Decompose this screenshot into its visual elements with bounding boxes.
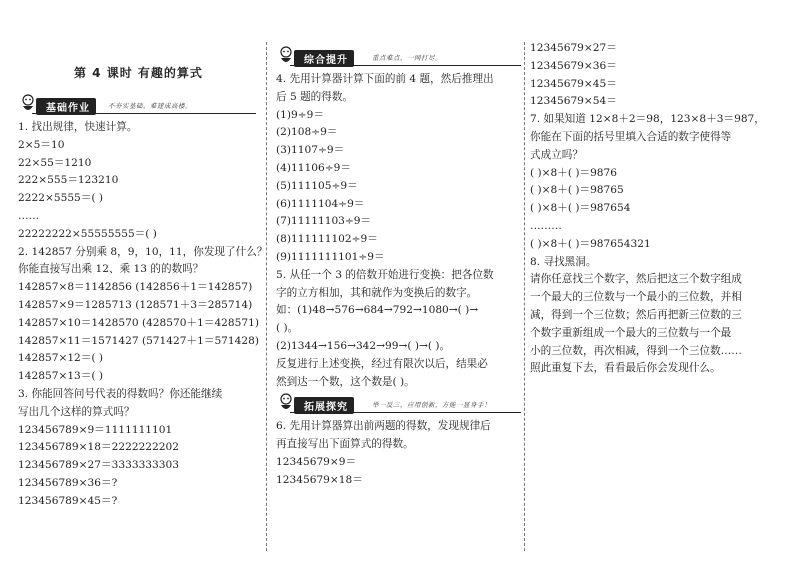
text-line: ……… bbox=[530, 219, 562, 232]
text-line: 12345679×45＝ bbox=[530, 77, 617, 90]
text-line: 减，得到一个三位数；然后再把新三位数的三 bbox=[530, 308, 742, 321]
section-label: 拓展探究 bbox=[294, 397, 354, 414]
text-line: 4. 先用计算器计算下面的前 4 题，然后推理出 bbox=[276, 73, 494, 85]
text-line: 123456789×9＝1111111101 bbox=[18, 423, 173, 436]
column-divider-2 bbox=[524, 42, 525, 551]
col2-body-1 bbox=[276, 71, 521, 391]
text-line: 然到达一个数，这个数是( )。 bbox=[276, 375, 415, 388]
text-line: (2)108÷9＝ bbox=[276, 126, 338, 139]
text-line: ( )×8＋( )＝9876 bbox=[530, 166, 618, 179]
text-line: 12345679×54＝ bbox=[530, 95, 617, 108]
col2-body-2 bbox=[276, 418, 521, 489]
text-line: 222×555＝123210 bbox=[18, 174, 119, 187]
text-line: 22×55＝1210 bbox=[18, 156, 92, 169]
text-line: (9)1111111101÷9＝ bbox=[276, 250, 385, 263]
text-line: 你能在下面的括号里填入合适的数字使得等 bbox=[530, 130, 732, 143]
section-note: 举一反三，应用创新，方能一显身手！ bbox=[372, 401, 491, 410]
section-basic-homework bbox=[18, 94, 256, 116]
text-line: (8)111111102÷9＝ bbox=[276, 233, 378, 246]
section-label: 基础作业 bbox=[36, 98, 96, 115]
text-line: 一个最大的三位数与一个最小的三位数，并相 bbox=[530, 291, 742, 304]
text-line: 6. 先用计算器算出前两题的得数，发现规律后 bbox=[276, 420, 491, 433]
text-line: 8. 寻找黑洞。 bbox=[530, 255, 597, 268]
text-line: 反复进行上述变换，经过有限次以后，结果必 bbox=[276, 357, 488, 370]
text-line: 12345679×27＝ bbox=[530, 42, 617, 54]
text-line: (6)1111104÷9＝ bbox=[276, 197, 365, 210]
text-line: 142857×10＝1428570 (428570＋1＝428571) bbox=[18, 316, 260, 329]
text-line: 12345679×36＝ bbox=[530, 59, 617, 72]
text-line: ( )×8＋( )＝987654 bbox=[530, 202, 631, 215]
text-line: 再直接写出下面算式的得数。 bbox=[276, 438, 414, 451]
section-note: 不夯实基础，难建成高楼。 bbox=[108, 102, 192, 110]
text-line: 个数字重新组成一个最大的三位数与一个最 bbox=[530, 326, 732, 339]
lesson-title: 第 4 课时 有趣的算式 bbox=[74, 66, 203, 80]
section-extension bbox=[276, 393, 521, 415]
text-line: 字的立方相加，其和就作为变换后的数字。 bbox=[276, 286, 478, 299]
col1-body bbox=[18, 119, 268, 511]
column-1 bbox=[18, 92, 268, 511]
text-line: (5)111105÷9＝ bbox=[276, 179, 358, 192]
text-line: 123456789×36＝? bbox=[18, 476, 118, 489]
text-line: ( )×8＋( )＝98765 bbox=[530, 184, 624, 197]
column-3 bbox=[530, 40, 778, 378]
text-line: 照此重复下去，看看最后你会发现什么。 bbox=[530, 362, 721, 375]
column-2 bbox=[276, 44, 521, 490]
text-line: 2×5＝10 bbox=[18, 138, 65, 151]
text-line: 123456789×18＝2222222202 bbox=[18, 441, 180, 454]
text-line: 写出几个这样的算式吗？ bbox=[18, 405, 135, 418]
text-line: (4)11106÷9＝ bbox=[276, 161, 351, 174]
text-line: 7. 如果知道 12×8＋2＝98，123×8＋3＝987， bbox=[530, 113, 765, 126]
text-line: 1. 找出规律，快速计算。 bbox=[18, 121, 138, 133]
text-line: …… bbox=[18, 209, 40, 222]
text-line: 5. 从任一个 3 的倍数开始进行变换：把各位数 bbox=[276, 268, 494, 281]
section-note: 重点难点，一网打尽。 bbox=[372, 54, 442, 62]
section-comprehensive bbox=[276, 46, 521, 68]
text-line: (1)9÷9＝ bbox=[276, 108, 324, 121]
text-line: 123456789×45＝? bbox=[18, 494, 118, 507]
text-line: 142857×11＝1571427 (571427＋1＝571428) bbox=[18, 334, 260, 347]
text-line: (2)1344→156→342→99→( )→( )。 bbox=[276, 339, 451, 352]
section-label: 综合提升 bbox=[294, 50, 354, 67]
text-line: 142857×8＝1142856 (142856＋1＝142857) bbox=[18, 281, 253, 294]
text-line: 142857×9＝1285713 (128571＋3＝285714) bbox=[18, 298, 253, 311]
text-line: 123456789×27＝3333333303 bbox=[18, 459, 180, 472]
text-line: 小的三位数，再次相减，得到一个三位数…… bbox=[530, 344, 742, 357]
text-line: 如：(1)48→576→684→792→1080→( )→ bbox=[276, 304, 479, 317]
column-divider-1 bbox=[266, 42, 267, 551]
text-line: 142857×13＝( ) bbox=[18, 370, 104, 383]
text-line: 12345679×18＝ bbox=[276, 473, 363, 486]
text-line: 22222222×55555555＝( ) bbox=[18, 227, 157, 240]
text-line: (7)11111103÷9＝ bbox=[276, 215, 372, 228]
text-line: 你能直接写出乘 12、乘 13 的的数吗？ bbox=[18, 263, 204, 276]
text-line: (3)1107÷9＝ bbox=[276, 144, 345, 157]
text-line: 2222×5555＝( ) bbox=[18, 192, 104, 205]
text-line: 式成立吗？ bbox=[530, 148, 583, 161]
text-line: ( )。 bbox=[276, 322, 299, 335]
text-line: 请你任意找三个数字，然后把这三个数字组成 bbox=[530, 273, 742, 286]
text-line: 2. 142857 分别乘 8，9，10，11，你发现了什么？ bbox=[18, 245, 268, 258]
text-line: ( )×8＋( )＝987654321 bbox=[530, 237, 651, 250]
text-line: 12345679×9＝ bbox=[276, 455, 357, 468]
text-line: 后 5 题的得数。 bbox=[276, 90, 354, 103]
text-line: 142857×12＝( ) bbox=[18, 352, 104, 365]
text-line: 3. 你能回答问号代表的得数吗？你还能继续 bbox=[18, 387, 223, 400]
